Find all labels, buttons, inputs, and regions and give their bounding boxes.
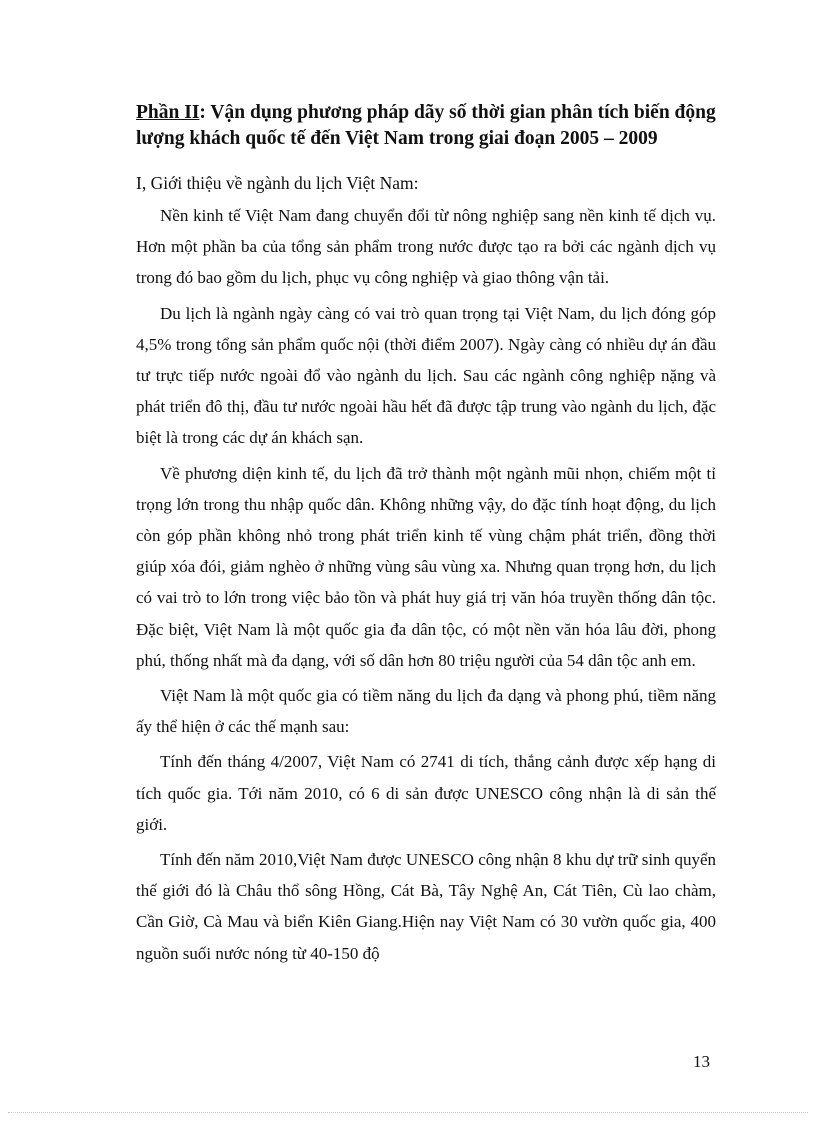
section-title: I, Giới thiệu về ngành du lịch Việt Nam: [136,173,419,193]
page-bottom-divider [8,1112,808,1113]
paragraph: Nền kinh tế Việt Nam đang chuyển đổi từ nông nghiệp sang nền kinh tế dịch vụ. Hơn một phần ba của tổng sản phẩm trong nước được tạo ra bởi các ngành dịch vụ trong đó bao gồm du lịch, phục vụ công nghiệp và giao thông vận tải. [136,206,716,288]
paragraph: Tính đến tháng 4/2007, Việt Nam có 2741 di tích, thắng cảnh được xếp hạng di tích quốc gia. Tới năm 2010, có 6 di sản được UNESCO công nhận là di sản thế giới. [136,752,716,834]
paragraph: Về phương diện kinh tế, du lịch đã trở thành một ngành mũi nhọn, chiếm một tỉ trọng lớn trong thu nhập quốc dân. Không những vậy, do đặc tính hoạt động, du lịch còn góp phần không nhỏ trong phát triển kinh tế vùng chậm phát triển, đồng thời giúp xóa đói, giảm nghèo ở những vùng sâu vùng xa. Nhưng quan trọng hơn, du lịch có vai trò to lớn trong việc bảo tồn và phát huy giá trị văn hóa truyền thống dân tộc. Đặc biệt, Việt Nam là một quốc gia đa dân tộc, có một nền văn hóa lâu đời, phong phú, thống nhất mà đa dạng, với số dân hơn 80 triệu người của 54 dân tộc anh em. [136,463,716,670]
chapter-heading-text: : Vận dụng phương pháp dãy số thời gian phân tích biến động lượng khách quốc tế đến Việt Nam trong giai đoạn 2005 – 2009 [136,102,716,149]
page-number: 13 [693,1052,710,1071]
page-content [136,100,716,973]
paragraph: Tính đến năm 2010,Việt Nam được UNESCO công nhận 8 khu dự trữ sinh quyển thế giới đó là Châu thổ sông Hồng, Cát Bà, Tây Nghệ An, Cát Tiên, Cù lao chàm, Cần Giờ, Cà Mau và biển Kiên Giang.Hiện nay Việt Nam có 30 vườn quốc gia, 400 nguồn suối nước nóng từ 40-150 độ [136,850,716,963]
chapter-heading-lead: Phần II [136,102,200,123]
paragraph: Việt Nam là một quốc gia có tiềm năng du lịch đa dạng và phong phú, tiềm năng ấy thể hiện ở các thế mạnh sau: [136,686,716,737]
chapter-heading [136,100,716,152]
paragraph: Du lịch là ngành ngày càng có vai trò quan trọng tại Việt Nam, du lịch đóng góp 4,5% trong tổng sản phẩm quốc nội (thời điểm 2007). Ngày càng có nhiều dự án đầu tư trực tiếp nước ngoài đổ vào ngành du lịch. Sau các ngành công nghiệp nặng và phát triển đô thị, đầu tư nước ngoài hầu hết đã được tập trung vào ngành du lịch, đặc biệt là trong các dự án khách sạn. [136,303,716,448]
